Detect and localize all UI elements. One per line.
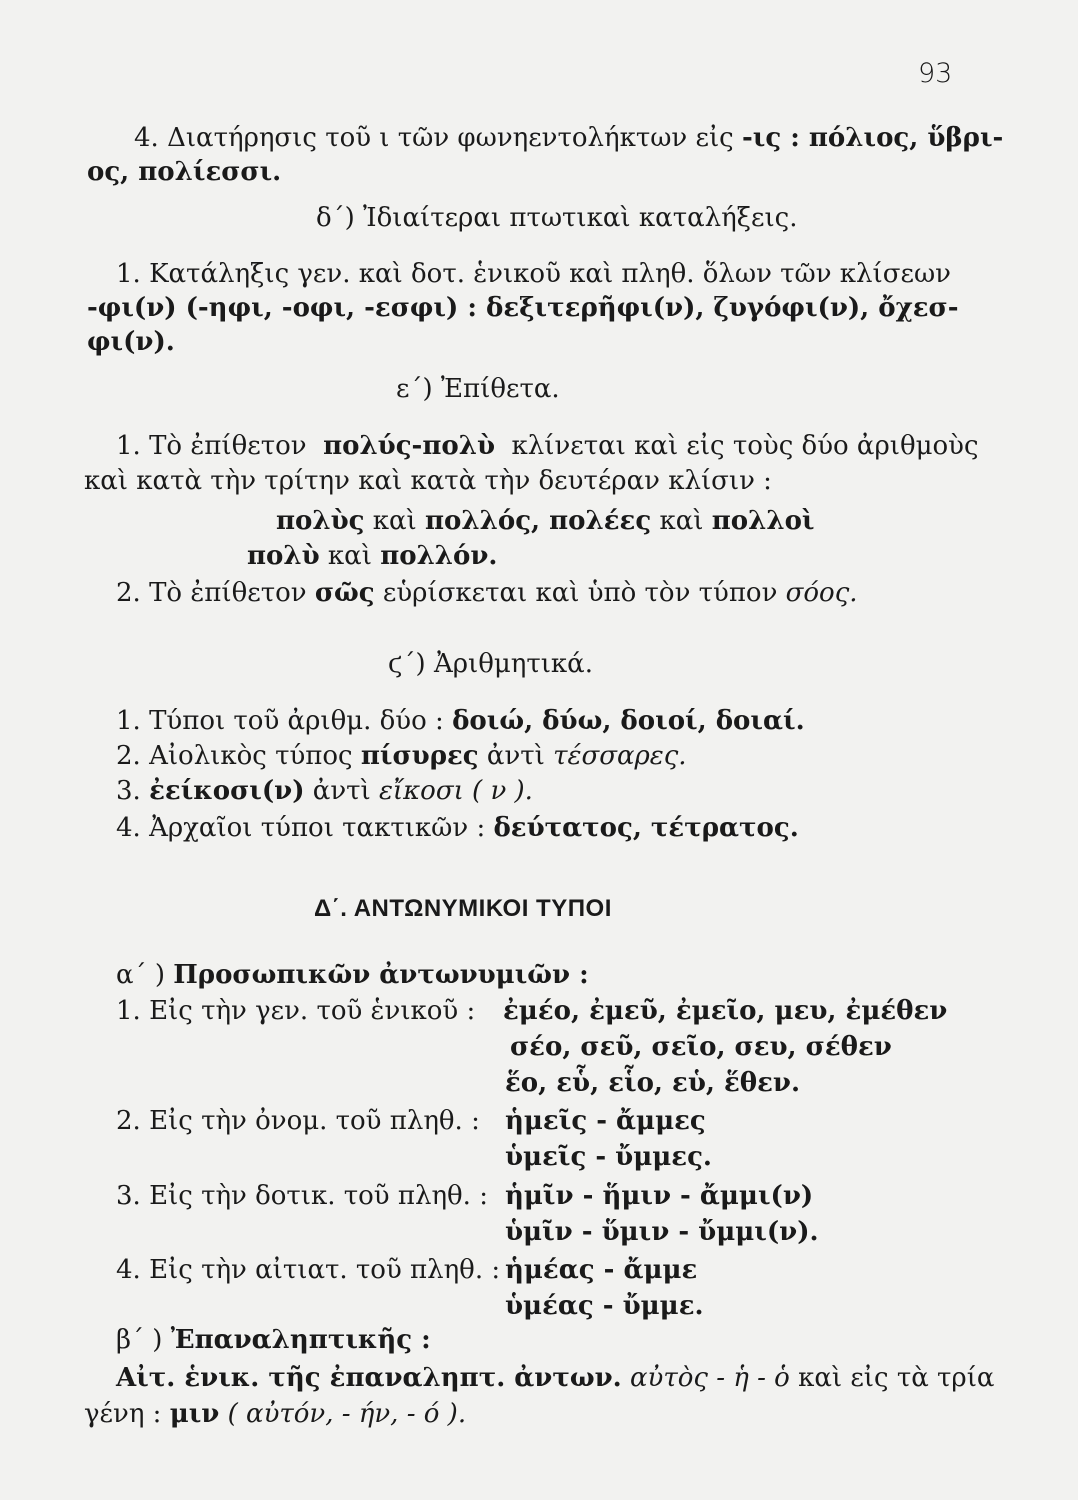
- row-label: Εἰς τὴν ὀνομ. τοῦ πληθ. :: [149, 1106, 480, 1136]
- epsilon-forms-line1: [276, 505, 815, 537]
- delta-item1-line1: [116, 258, 951, 290]
- form-word: πολὺ: [247, 541, 320, 571]
- beta-heading: [116, 1324, 431, 1356]
- stigma-item1-bold: δοιώ, δύω, δοιοί, δοιαί.: [452, 706, 805, 736]
- pronoun-form: ἡμῖν - ἥμιν - ἄμμι(ν): [505, 1181, 814, 1211]
- item-number: 3.: [116, 776, 141, 806]
- row-label: Εἰς τὴν αἰτιατ. τοῦ πληθ. :: [149, 1255, 501, 1285]
- pronoun-form: ὑμέας - ὔμμε.: [505, 1291, 704, 1321]
- alpha-title: Προσωπικῶν ἀντωνυμιῶν :: [173, 960, 589, 990]
- part-d-heading: Δ΄. ΑΝΤΩΝΥΜΙΚΟΙ ΤΥΠΟΙ: [314, 895, 612, 922]
- row-label: Εἰς τὴν γεν. τοῦ ἑνικοῦ :: [149, 996, 476, 1026]
- stigma-item4-bold: δεύτατος, τέτρατος.: [493, 813, 799, 843]
- epsilon-item1-text-b: κλίνεται καὶ εἰς τοὺς δύο ἀριθμοὺς: [511, 431, 979, 461]
- stigma-item2-italic: τέσσαρες.: [553, 741, 687, 771]
- delta-item1-text: Κατάληξις γεν. καὶ δοτ. ἑνικοῦ καὶ πληθ. ὅλων τῶν κλίσεων: [149, 259, 951, 289]
- epsilon-forms-line2: [247, 540, 497, 572]
- beta-line2-text: γένη :: [84, 1399, 162, 1429]
- beta-line1-italic: αὐτὸς - ἡ - ὁ: [629, 1363, 790, 1393]
- pronoun-form: ἡμεῖς - ἄμμες: [505, 1106, 706, 1136]
- stigma-item2: [116, 740, 687, 772]
- pronoun-form: ὑμῖν - ὕμιν - ὔμμι(ν).: [505, 1217, 819, 1247]
- form-word: πολὺς: [276, 506, 365, 536]
- beta-label: β΄ ): [116, 1325, 163, 1355]
- pronoun-form: ἐμέο, ἐμεῦ, ἐμεῖο, μευ, ἐμέθεν: [503, 996, 948, 1026]
- pronoun-form: ἡμέας - ἄμμε: [505, 1255, 698, 1285]
- stigma-item1-text: Τύποι τοῦ ἀριθμ. δύο :: [149, 706, 444, 736]
- conjunction: καὶ: [659, 506, 704, 536]
- pronoun-row-3: [116, 1180, 488, 1212]
- section4-text: Διατήρησις τοῦ ι τῶν φωνηεντολήκτων εἰς: [167, 123, 734, 153]
- pronoun-row-2: [116, 1105, 480, 1137]
- epsilon-item1-line1: [116, 430, 979, 462]
- pronoun-form: ὑμεῖς - ὔμμες.: [505, 1142, 712, 1172]
- epsilon-item1-bold: πολύς-πολὺ: [323, 431, 495, 461]
- delta-item1-line3: φι(ν).: [87, 327, 175, 357]
- stigma-item2-bold: πίσυρες: [360, 741, 479, 771]
- item-number: 1.: [116, 706, 141, 736]
- beta-line1-bold: Αἰτ. ἑνικ. τῆς ἐπαναληπτ. ἀντων.: [116, 1363, 622, 1393]
- beta-line2-bold: μιν: [169, 1399, 220, 1429]
- row-label: Εἰς τὴν δοτικ. τοῦ πληθ. :: [149, 1181, 488, 1211]
- item-number: 2.: [116, 578, 141, 608]
- item-number: 4.: [134, 123, 159, 153]
- delta-heading: δ΄) Ἰδιαίτεραι πτωτικαὶ καταλήξεις.: [316, 203, 798, 233]
- item-number: 4.: [116, 813, 141, 843]
- conjunction: καὶ: [372, 506, 417, 536]
- beta-line2: [84, 1398, 466, 1430]
- alpha-label: α΄ ): [116, 960, 165, 990]
- item-number: 1.: [116, 996, 141, 1026]
- alpha-heading: [116, 959, 589, 991]
- epsilon-item2: [116, 577, 858, 609]
- epsilon-heading: ε΄) Ἐπίθετα.: [396, 374, 560, 404]
- page-number: 93: [918, 58, 953, 89]
- form-word: πολλοὶ: [711, 506, 815, 536]
- form-word: πολλόν.: [380, 541, 498, 571]
- stigma-item3-bold: ἐείκοσι(ν): [149, 776, 305, 806]
- item-number: 2.: [116, 741, 141, 771]
- stigma-heading: ϛ΄) Ἀριθμητικά.: [388, 649, 594, 679]
- beta-title: Ἐπαναληπτικῆς :: [170, 1325, 431, 1355]
- item-number: 1.: [116, 431, 141, 461]
- epsilon-item2-text-b: εὑρίσκεται καὶ ὑπὸ τὸν τύπον: [382, 578, 778, 608]
- stigma-item4: [116, 812, 799, 844]
- conjunction: καὶ: [327, 541, 372, 571]
- section4-line1: [134, 122, 1003, 154]
- stigma-item3-italic: εἴκοσι ( ν ).: [378, 776, 533, 806]
- epsilon-item2-text-a: Τὸ ἐπίθετον: [149, 578, 307, 608]
- epsilon-item1-line2: καὶ κατὰ τὴν τρίτην καὶ κατὰ τὴν δευτέραν κλίσιν :: [84, 466, 772, 496]
- pronoun-form: σέο, σεῦ, σεῖο, σευ, σέθεν: [510, 1032, 892, 1062]
- section4-line2: ος, πολίεσσι.: [87, 157, 282, 187]
- beta-line1: [116, 1362, 994, 1394]
- pronoun-form: ἕο, εὗ, εἷο, εὑ, ἕθεν.: [505, 1068, 801, 1098]
- stigma-item2-text: Αἰολικὸς τύπος: [149, 741, 353, 771]
- epsilon-item1-text-a: Τὸ ἐπίθετον: [149, 431, 307, 461]
- item-number: 4.: [116, 1255, 141, 1285]
- delta-item1-line2: -φι(ν) (-ηφι, -οφι, -εσφι) : δεξιτερῆφι(ν), ζυγόφι(ν), ὄχεσ-: [87, 293, 959, 323]
- beta-line2-italic: ( αὐτόν, - ήν, - ό ).: [227, 1399, 467, 1429]
- stigma-item3: [116, 775, 533, 807]
- epsilon-item2-bold: σῶς: [314, 578, 375, 608]
- stigma-item1: [116, 705, 805, 737]
- stigma-item4-text: Ἀρχαῖοι τύποι τακτικῶν :: [149, 813, 486, 843]
- item-number: 2.: [116, 1106, 141, 1136]
- item-number: 3.: [116, 1181, 141, 1211]
- item-number: 1.: [116, 259, 141, 289]
- pronoun-row-4: [116, 1254, 500, 1286]
- epsilon-item2-italic: σόος.: [785, 578, 858, 608]
- stigma-item2-text2: ἀντὶ: [486, 741, 545, 771]
- section4-bold: -ις : πόλιος, ὕβρι-: [741, 123, 1004, 153]
- pronoun-row-1: [116, 995, 475, 1027]
- beta-line1-text: καὶ εἰς τὰ τρία: [798, 1363, 995, 1393]
- stigma-item3-text: ἀντὶ: [312, 776, 371, 806]
- form-word: πολλός, πολέες: [425, 506, 652, 536]
